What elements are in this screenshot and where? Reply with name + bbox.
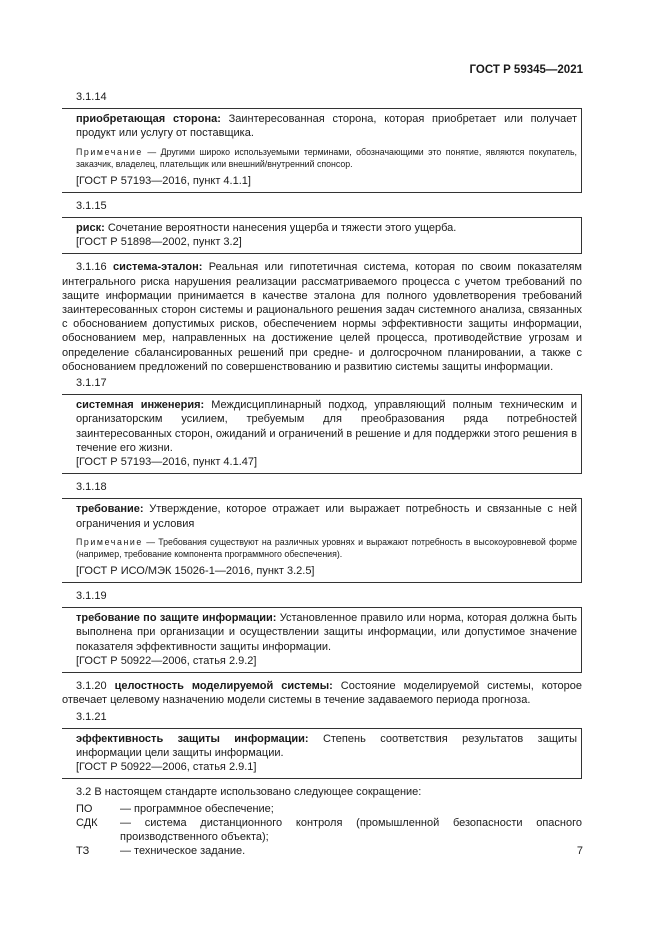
note-label: Примечание	[76, 146, 143, 157]
abbreviation: ПО	[76, 802, 93, 815]
term: эффективность защиты информации:	[76, 732, 309, 745]
note	[76, 536, 577, 560]
reference: [ГОСТ Р ИСО/МЭК 15026-1—2016, пункт 3.2.5]	[76, 564, 315, 577]
abbreviation-description: — система дистанционного контроля (промышленной безопасности опасного производственного объекта);	[120, 816, 582, 843]
definition-text: Междисциплинарный подход, управляющий полным техническим и организаторским усилием, требуемым для преобразования ряда потребностей заинтересованных сторон, ожиданий и ограничений в решение и для поддержки этого решения в течение его жизни.	[76, 399, 577, 454]
term: требование:	[76, 503, 144, 516]
abbreviation-description: — техническое задание.	[120, 845, 246, 858]
term-box-3-1-18	[62, 498, 582, 583]
entry-number-3-1-15: 3.1.15	[76, 199, 107, 212]
reference: [ГОСТ Р 57193—2016, пункт 4.1.47]	[76, 456, 258, 469]
document-header: ГОСТ Р 59345—2021	[469, 64, 583, 76]
entry-number-3-1-14: 3.1.14	[76, 91, 107, 103]
note-text: — Требования существуют на различных уровнях и выражают потребность в высокоуровневой форме (например, требование компонента программного обеспечения).	[76, 536, 577, 559]
term: целостность моделируемой системы:	[114, 680, 333, 693]
definition-text: Заинтересованная сторона, которая приобретает или получает продукт или услугу от поставщика.	[76, 113, 577, 140]
term-box-3-1-14	[62, 108, 582, 193]
term-box-3-1-17	[62, 394, 582, 474]
page-number: 7	[576, 845, 583, 857]
term: система-эталон:	[112, 261, 203, 274]
document-body	[62, 90, 582, 858]
abbreviation-item	[62, 844, 582, 858]
entry-number: 3.1.16	[76, 261, 107, 274]
note-text: — Другими широко используемыми терминами, обозначающими это понятие, являются покупатель, заказчик, владелец, плательщик или внешний/внутренний спонсор.	[76, 146, 577, 169]
definition-text: Степень соответствия результатов защиты информации цели защиты информации.	[76, 732, 577, 759]
section-3-2-intro: 3.2 В настоящем стандарте использовано следующее сокращение:	[76, 786, 422, 799]
term: системная инженерия:	[76, 399, 205, 412]
abbreviation: СДК	[76, 816, 98, 829]
entry-number-3-1-19: 3.1.19	[76, 590, 107, 603]
definition-text: Установленное правило или норма, которая должна быть выполнена при организации и осуществлении защиты информации, или допустимое значение показателя эффективности защиты информации.	[76, 612, 577, 653]
entry-3-1-20	[62, 679, 582, 707]
term-box-3-1-21	[62, 728, 582, 780]
entry-number-3-1-21: 3.1.21	[76, 710, 107, 723]
reference: [ГОСТ Р 57193—2016, пункт 4.1.1]	[76, 174, 251, 187]
entry-number-3-1-17: 3.1.17	[76, 377, 107, 390]
definition-text: Состояние моделируемой системы, которое отвечает целевому назначению модели системы в течение задаваемого периода прогноза.	[62, 680, 582, 707]
entry-3-1-16	[62, 260, 582, 374]
term-box-3-1-19	[62, 607, 582, 673]
reference: [ГОСТ Р 50922—2006, статья 2.9.2]	[76, 654, 257, 667]
term: требование по защите информации:	[76, 612, 277, 625]
definition	[76, 112, 577, 140]
definition-text: Реальная или гипотетичная система, которая по своим показателям интегрального риска нарушения реализации рассматриваемого процесса с учетом требований по защите информации принимается в качестве эталона для полного удовлетворения требований заинтересованных сторон системы и рационального решения задач системного анализа, связанных с обоснованием допустимых рисков, обеспечением нормы эффективности защиты информации, обоснованием мер, направленных на достижение целей процесса, противодействие угрозам и определение сбалансированных решений при средне- и долгосрочном планировании, а также с обоснованием предложений по совершенствованию и развитию системы защиты информации.	[62, 261, 582, 373]
definition	[76, 611, 577, 654]
note-label: Примечание	[76, 536, 143, 547]
abbreviation-item	[62, 802, 582, 816]
definition	[76, 398, 577, 455]
reference: [ГОСТ Р 51898—2002, пункт 3.2]	[76, 236, 242, 249]
definition-text: Сочетание вероятности нанесения ущерба и тяжести этого ущерба.	[104, 222, 457, 235]
note	[76, 146, 577, 170]
term-box-3-1-15	[62, 217, 582, 254]
definition	[76, 502, 577, 530]
reference: [ГОСТ Р 50922—2006, статья 2.9.1]	[76, 761, 257, 774]
definition-text: Утверждение, которое отражает или выражает потребность и связанные с ней ограничения и условия	[76, 503, 577, 530]
term: риск:	[76, 222, 105, 235]
abbreviation-description: — программное обеспечение;	[120, 802, 274, 815]
definition	[76, 221, 577, 235]
abbreviation-item	[62, 816, 582, 844]
abbreviation: ТЗ	[76, 845, 90, 858]
entry-number: 3.1.20	[76, 680, 107, 693]
term: приобретающая сторона:	[76, 113, 221, 126]
definition	[76, 732, 577, 760]
entry-number-3-1-18: 3.1.18	[76, 481, 107, 494]
